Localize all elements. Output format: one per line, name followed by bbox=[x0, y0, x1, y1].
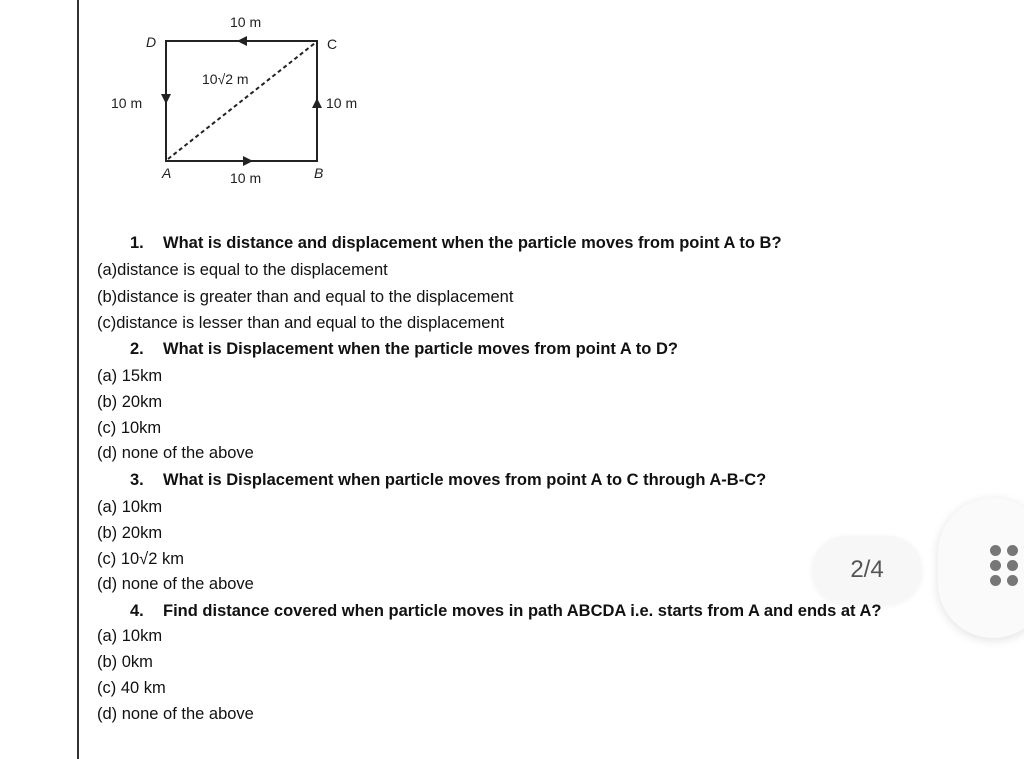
question-number: 1. bbox=[130, 234, 144, 252]
question-text: What is Displacement when particle moves from point A to C through A-B-C? bbox=[163, 471, 767, 489]
question-number: 3. bbox=[130, 471, 144, 489]
option: (a) 10km bbox=[97, 627, 163, 645]
option: (c)distance is lesser than and equal to the displacement bbox=[97, 314, 505, 332]
question-text: What is distance and displacement when the particle moves from point A to B? bbox=[163, 234, 782, 252]
option: (b) 20km bbox=[97, 393, 163, 411]
question-number: 4. bbox=[130, 602, 144, 620]
option: (c) 10km bbox=[97, 419, 162, 437]
option: (a) 15km bbox=[97, 367, 163, 385]
option: (c) 40 km bbox=[97, 679, 166, 697]
option: (b)distance is greater than and equal to the displacement bbox=[97, 288, 514, 306]
label-a: A bbox=[162, 165, 172, 181]
option: (c) 10√2 km bbox=[97, 550, 184, 568]
option: (b) 0km bbox=[97, 653, 153, 671]
option: (d) none of the above bbox=[97, 575, 254, 593]
question-4 bbox=[130, 602, 882, 621]
option: (a)distance is equal to the displacement bbox=[97, 261, 388, 279]
question-number: 2. bbox=[130, 340, 144, 358]
label-c: C bbox=[327, 36, 338, 52]
rectangle-path-diagram bbox=[100, 10, 370, 190]
question-1 bbox=[130, 234, 782, 253]
label-b: B bbox=[314, 165, 324, 181]
question-2 bbox=[130, 340, 678, 359]
question-text: What is Displacement when the particle moves from point A to D? bbox=[163, 340, 678, 358]
page-border bbox=[77, 0, 79, 759]
label-diagonal: 10√2 m bbox=[202, 71, 249, 87]
label-bottom: 10 m bbox=[230, 170, 262, 186]
label-d: D bbox=[146, 34, 157, 50]
page-indicator bbox=[812, 536, 922, 604]
question-text: Find distance covered when particle moves in path ABCDA i.e. starts from A and ends at A? bbox=[163, 602, 882, 620]
label-left: 10 m bbox=[111, 95, 143, 111]
label-right: 10 m bbox=[326, 95, 358, 111]
option: (d) none of the above bbox=[97, 444, 254, 462]
grid-dots-icon[interactable] bbox=[990, 545, 1019, 586]
option: (d) none of the above bbox=[97, 705, 254, 723]
option: (b) 20km bbox=[97, 524, 163, 542]
page-indicator-label: 2/4 bbox=[850, 556, 884, 583]
option: (a) 10km bbox=[97, 498, 163, 516]
question-3 bbox=[130, 471, 766, 490]
label-top: 10 m bbox=[230, 14, 262, 30]
